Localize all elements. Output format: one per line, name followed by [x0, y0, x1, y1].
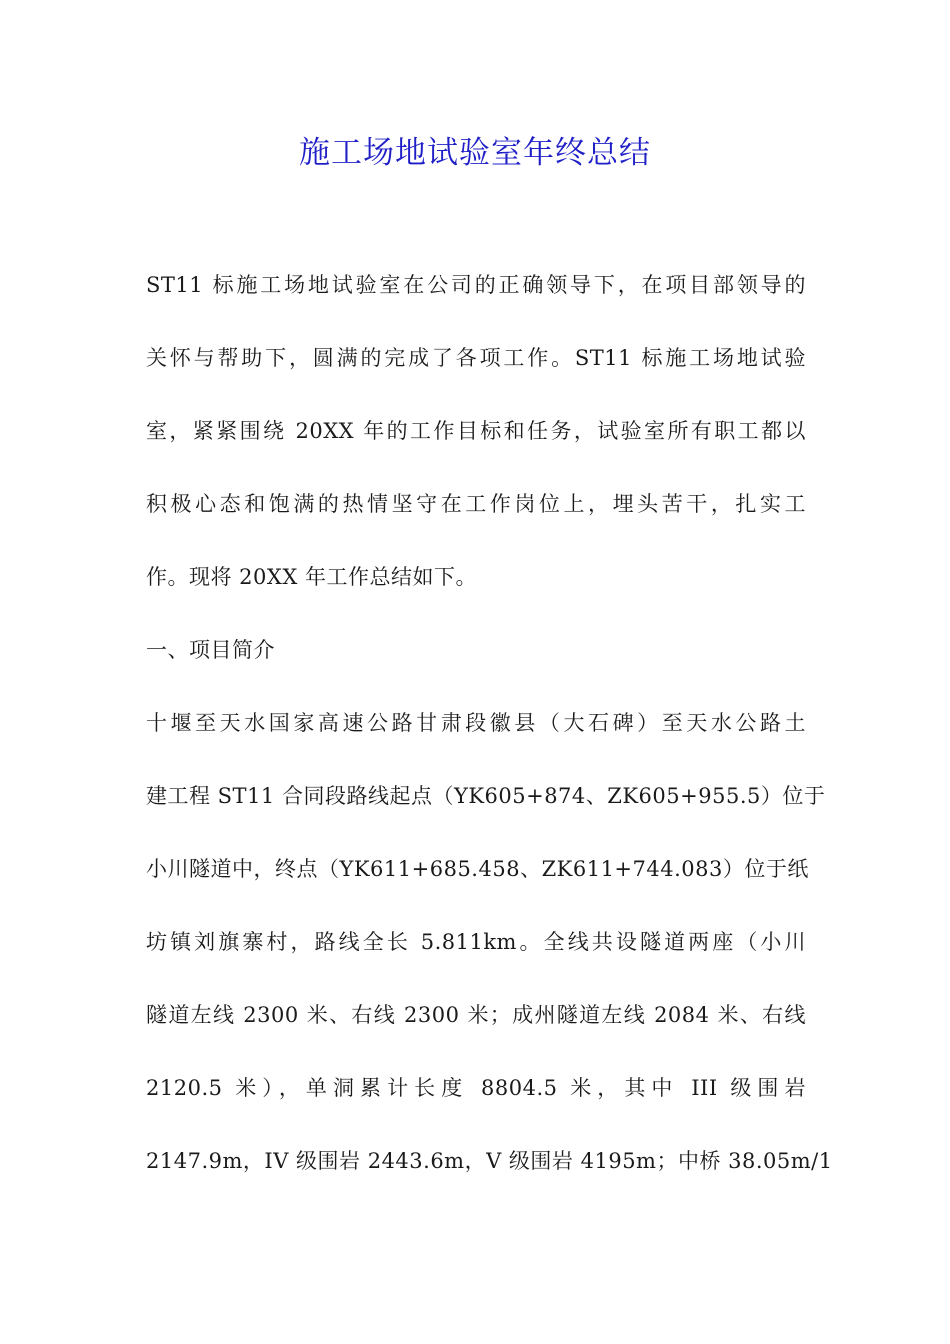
body-line: 建工程 ST11 合同段路线起点（YK605+874、ZK605+955.5）位于 — [146, 784, 826, 808]
body-line: ST11 标施工场地试验室在公司的正确领导下，在项目部领导的 — [146, 273, 806, 297]
body-line: 坊镇刘旗寨村，路线全长 5.811km。全线共设隧道两座（小川 — [146, 930, 806, 954]
body-line: 2120.5 米），单洞累计长度 8804.5 米，其中 III 级围岩 — [146, 1076, 806, 1100]
body-line: 2147.9m，IV 级围岩 2443.6m，V 级围岩 4195m；中桥 38.05m/1 — [146, 1149, 833, 1173]
section-heading: 一、项目简介 — [146, 638, 275, 662]
body-line: 积极心态和饱满的热情坚守在工作岗位上，埋头苦干，扎实工 — [146, 492, 806, 516]
body-line: 隧道左线 2300 米、右线 2300 米；成州隧道左线 2084 米、右线 — [146, 1003, 806, 1027]
document-title: 施工场地试验室年终总结 — [299, 135, 651, 171]
body-line: 作。现将 20XX 年工作总结如下。 — [146, 565, 477, 589]
body-line: 十堰至天水国家高速公路甘肃段徽县（大石碑）至天水公路土 — [146, 711, 806, 735]
body-line: 室，紧紧围绕 20XX 年的工作目标和任务，试验室所有职工都以 — [146, 419, 806, 443]
body-line: 小川隧道中，终点（YK611+685.458、ZK611+744.083）位于纸 — [146, 857, 809, 881]
body-line: 关怀与帮助下，圆满的完成了各项工作。ST11 标施工场地试验 — [146, 346, 806, 370]
document-body — [146, 259, 833, 1208]
